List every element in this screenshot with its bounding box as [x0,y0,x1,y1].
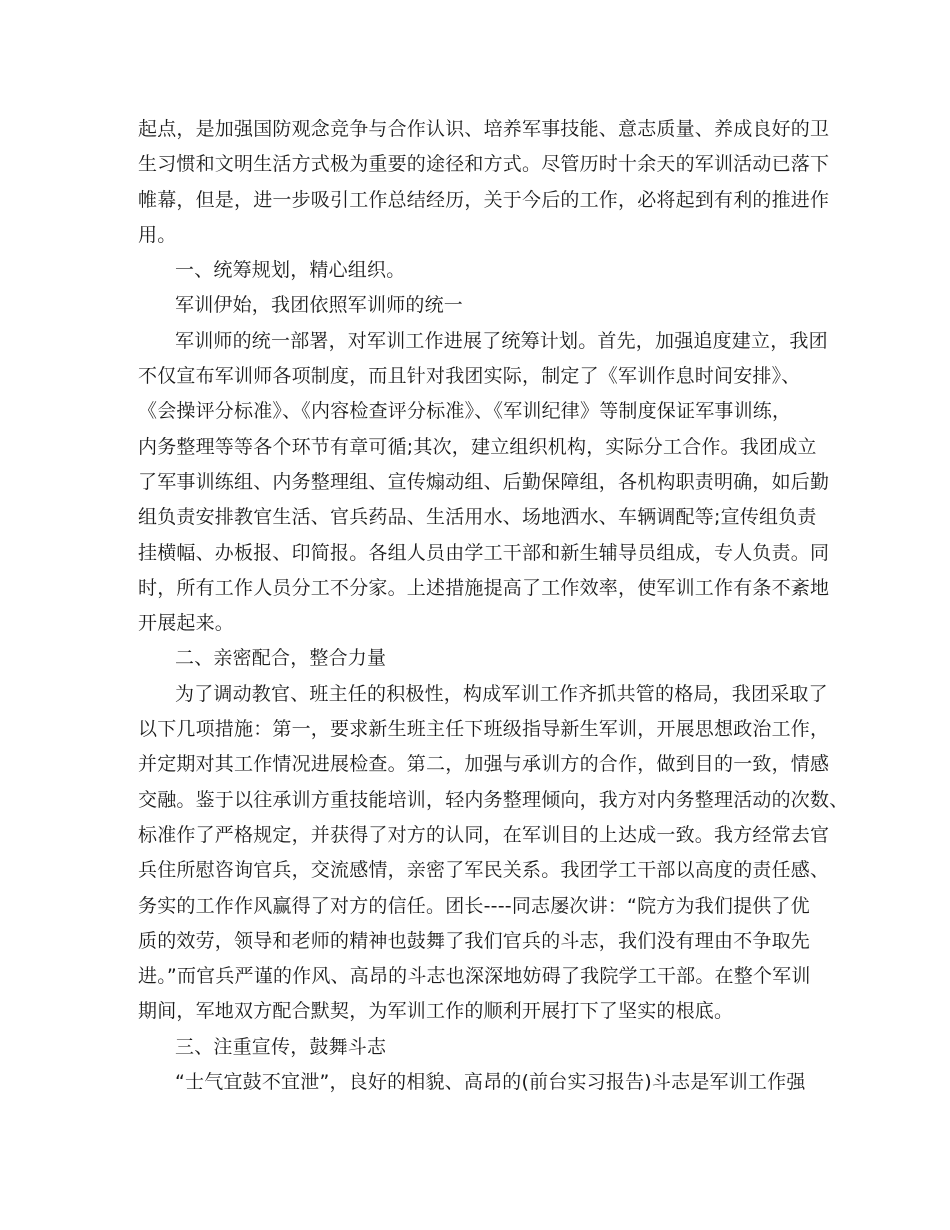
body-text-line: 并定期对其工作情况进展检查。第二，加强与承训方的合作，做到目的一致，情感 [138,753,830,776]
body-text-line: 起点，是加强国防观念竞争与合作认识、培养军事技能、意志质量、养成良好的卫 [138,118,830,140]
document-body [138,112,849,1100]
section-heading: 二、亲密配合，整合力量 [175,647,387,670]
body-text-line: 交融。鉴于以往承训方重技能培训，轻内务整理倾向，我方对内务整理活动的次数、 [138,788,849,811]
body-text-line: 时，所有工作人员分工不分家。上述措施提高了工作效率，使军训工作有条不紊地 [138,576,830,599]
body-text-line: 了军事训练组、内务整理组、宣传煽动组、后勤保障组，各机构职责明确，如后勤 [138,470,830,493]
section-heading: 三、注重宣传，鼓舞斗志 [175,1035,387,1058]
body-text-line: 《会操评分标准》、《内容检查评分标准》、《军训纪律》等制度保证军事训练， [138,400,792,423]
body-text-line: 进。”而官兵严谨的作风、高昂的斗志也深深地妨碍了我院学工干部。在整个军训 [138,965,811,988]
body-text-line: 为了调动教官、班主任的积极性，构成军训工作齐抓共管的格局，我团采取了 [175,682,828,705]
body-text-line: 帷幕，但是，进一步吸引工作总结经历，关于今后的工作，必将起到有利的推进作 [138,188,830,211]
body-text-line: 质的效劳，领导和老师的精神也鼓舞了我们官兵的斗志，我们没有理由不争取先 [138,929,811,952]
body-text-line: 用。 [138,223,177,246]
body-text-line: 标准作了严格规定，并获得了对方的认同，在军训目的上达成一致。我方经常去官 [138,823,830,846]
body-text-line: 军训师的统一部署，对军训工作进展了统筹计划。首先，加强追度建立，我团 [175,329,828,352]
body-text-line: 不仅宣布军训师各项制度，而且针对我团实际，制定了《军训作息时间安排》、 [138,365,801,388]
body-text-line: 挂横幅、办板报、印简报。各组人员由学工干部和新生辅导员组成，专人负责。同 [138,541,830,564]
body-text-line: 期间，军地双方配合默契，为军训工作的顺利开展打下了坚实的根底。 [138,1000,734,1023]
body-text-line: 开展起来。 [138,612,235,635]
body-text-line: 军训伊始，我团依照军训师的统一 [175,294,464,317]
body-text-line: 生习惯和文明生活方式极为重要的途径和方式。尽管历时十余天的军训活动已落下 [138,153,830,176]
body-text-line: “士气宜鼓不宜泄”，良好的相貌、高昂的(前台实习报告)斗志是军训工作强 [175,1071,806,1094]
body-text-line: 以下几项措施：第一，要求新生班主任下班级指导新生军训，开展思想政治工作， [138,718,830,741]
body-text-line: 务实的工作作风赢得了对方的信任。团长----同志屡次讲：“院方为我们提供了优 [138,894,810,917]
body-text-line: 内务整理等等各个环节有章可循;其次，建立组织机构，实际分工合作。我团成立 [138,435,817,458]
section-heading: 一、统筹规划，精心组织。 [175,259,406,282]
body-text-line: 组负责安排教官生活、官兵药品、生活用水、场地洒水、车辆调配等;宣传组负责 [138,506,817,529]
body-text-line: 兵住所慰咨询官兵，交流感情，亲密了军民关系。我团学工干部以高度的责任感、 [138,859,830,882]
